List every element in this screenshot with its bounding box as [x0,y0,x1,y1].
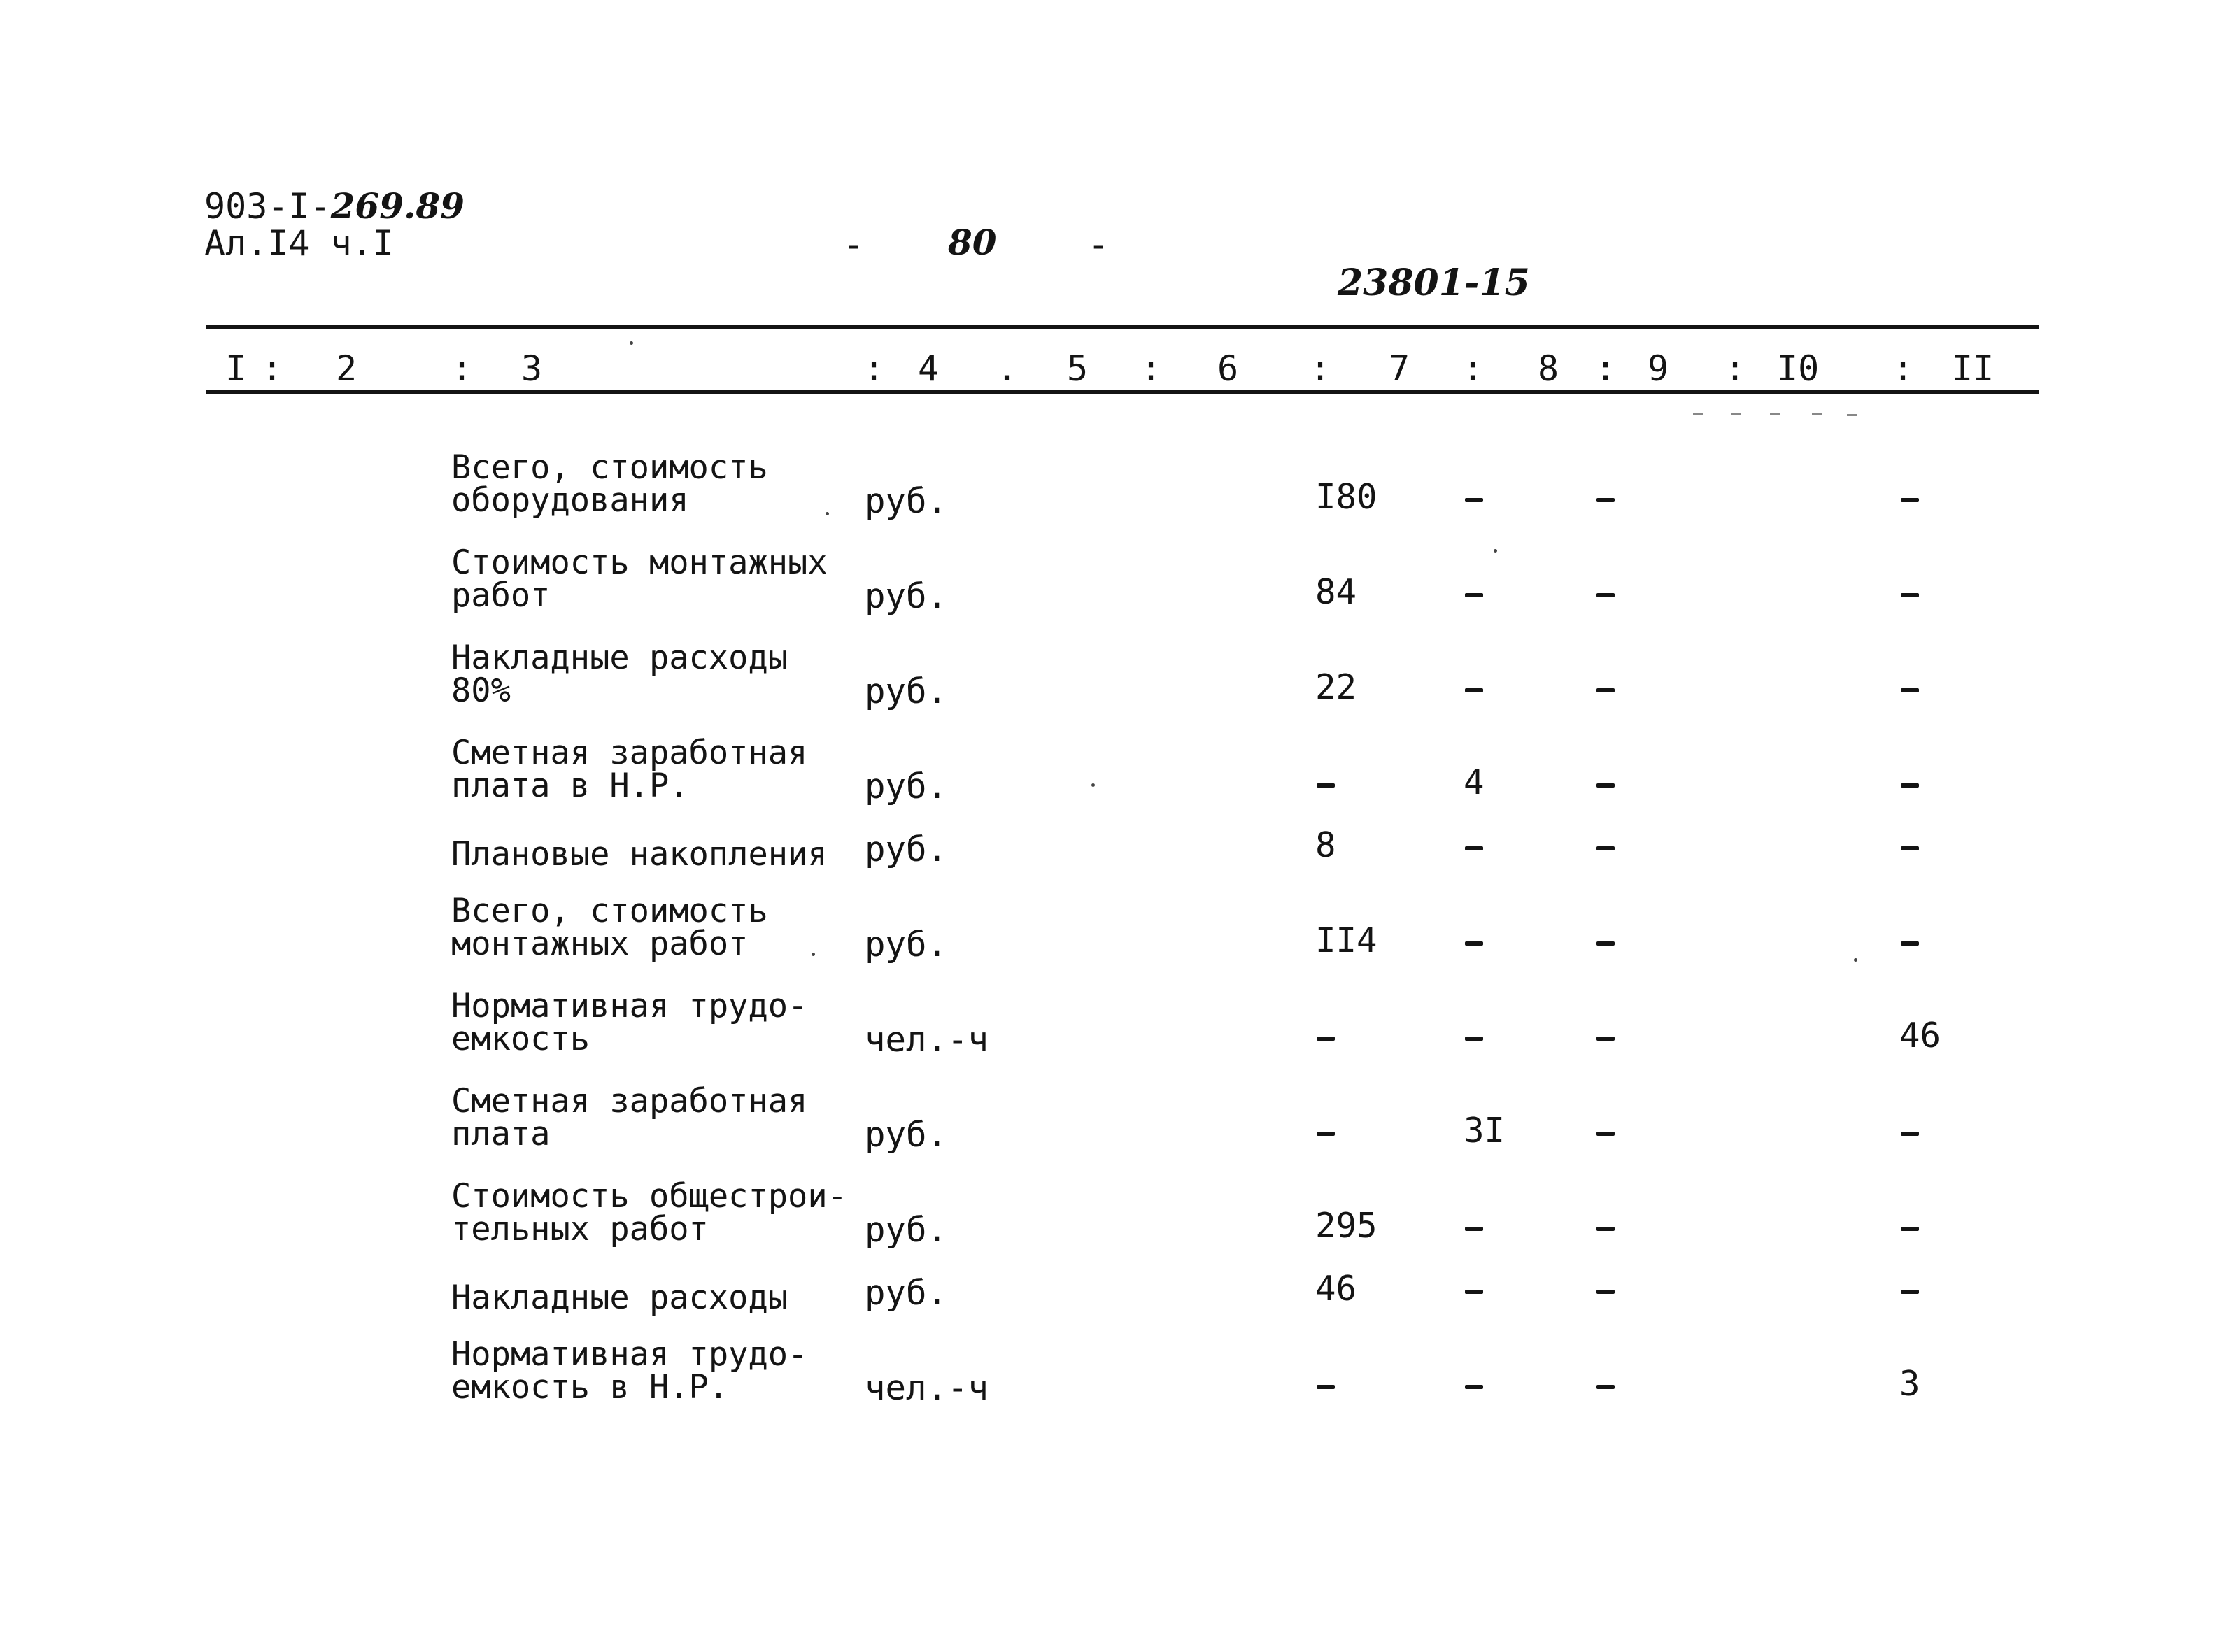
scan-speck [1091,783,1095,787]
col-label-5: 5 [1067,348,1089,389]
col-sep: : [863,348,885,389]
row-unit: руб. [865,576,948,616]
cell-dash-c9 [1596,688,1615,692]
row-description-line1: Всего, стоимость [451,448,768,487]
scan-speck [1854,958,1857,962]
cell-dash-c8 [1465,1290,1483,1294]
cell-dash-c7 [1317,783,1335,788]
page-dash-right: - [1088,225,1110,265]
table-header-bottom-rule [206,390,2039,394]
cell-dash-c11 [1901,846,1919,850]
cell-value-c7: I80 [1315,477,1377,517]
col-sep: : [1595,348,1617,389]
row-unit: руб. [865,481,948,521]
scan-mark [1693,413,1703,415]
col-label-3: 3 [521,348,543,389]
row-description-line1: Сметная заработная [451,1082,808,1120]
cell-value-c7: 295 [1315,1206,1377,1246]
cell-dash-c11 [1901,688,1919,692]
cell-value-c11: 3 [1899,1364,1920,1404]
row-unit: чел.-ч [865,1368,989,1408]
cell-value-c7: 8 [1315,825,1336,865]
inventory-number: 23801-15 [1338,262,1530,304]
row-unit: руб. [865,1210,948,1250]
col-sep: : [262,348,283,389]
row-description-line2: работ [451,576,551,615]
col-sep: : [1724,348,1746,389]
col-label-11: II [1952,348,1995,389]
cell-dash-c9 [1596,1227,1615,1231]
cell-value-c7: 84 [1315,572,1357,612]
cell-dash-c11 [1901,941,1919,946]
col-label-4: 4 [918,348,940,389]
cell-value-c7: 22 [1315,667,1357,707]
row-description-line2: плата в Н.Р. [451,767,689,805]
row-description-line1: Стоимость монтажных [451,543,828,582]
row-description-line1: Плановые накопления [451,835,828,874]
row-description-line2: монтажных работ [451,925,749,963]
col-label-1: I [225,348,247,389]
col-label-10: I0 [1777,348,1820,389]
cell-dash-c7 [1317,1132,1335,1136]
scan-speck [1494,549,1497,553]
row-unit: руб. [865,767,948,806]
cell-dash-c9 [1596,593,1615,597]
scan-speck [630,341,633,345]
row-description-line1: Сметная заработная [451,734,808,772]
col-label-2: 2 [336,348,357,389]
cell-value-c11: 46 [1899,1016,1941,1055]
document-code [204,185,465,227]
scan-mark [1847,414,1857,416]
cell-dash-c11 [1901,593,1919,597]
cell-dash-c9 [1596,783,1615,788]
row-description-line1: Накладные расходы [451,639,788,677]
row-unit: руб. [865,925,948,964]
cell-value-c8: 4 [1464,762,1485,802]
document-code-printed: 903-I- [204,186,331,227]
cell-dash-c8 [1465,1227,1483,1231]
cell-dash-c9 [1596,1037,1615,1041]
row-description-line1: Нормативная трудо- [451,987,808,1025]
col-label-8: 8 [1538,348,1559,389]
col-sep: : [1310,348,1331,389]
row-description-line2: емкость [451,1020,590,1058]
col-sep: : [1140,348,1162,389]
cell-dash-c8 [1465,498,1483,502]
cell-dash-c8 [1465,1385,1483,1389]
cell-dash-c9 [1596,498,1615,502]
page-dash-left: - [843,225,865,265]
row-unit: руб. [865,671,948,711]
cell-dash-c11 [1901,1290,1919,1294]
scan-speck [812,953,815,956]
col-label-6: 6 [1217,348,1239,389]
cell-value-c8: 3I [1464,1111,1506,1151]
row-description-line2: оборудования [451,481,689,520]
row-unit: чел.-ч [865,1020,989,1060]
col-sep: : [1892,348,1914,389]
cell-dash-c8 [1465,941,1483,946]
row-description-line1: Нормативная трудо- [451,1335,808,1374]
col-label-7: 7 [1389,348,1410,389]
cell-dash-c9 [1596,1290,1615,1294]
cell-dash-c11 [1901,783,1919,788]
cell-dash-c9 [1596,1132,1615,1136]
col-label-9: 9 [1648,348,1669,389]
cell-dash-c7 [1317,1037,1335,1041]
col-sep: . [996,348,1018,389]
page-number: 80 [948,222,997,263]
cell-dash-c9 [1596,846,1615,850]
scan-mark [1812,413,1822,415]
cell-dash-c8 [1465,688,1483,692]
row-description-line2: емкость в Н.Р. [451,1368,729,1407]
cell-dash-c8 [1465,593,1483,597]
col-sep: : [1462,348,1484,389]
row-unit: руб. [865,1115,948,1155]
row-description-line2: 80% [451,671,511,710]
table-top-rule [206,325,2039,329]
row-unit: руб. [865,1273,948,1313]
cell-dash-c9 [1596,1385,1615,1389]
scan-speck [826,512,829,515]
cell-dash-c8 [1465,1037,1483,1041]
scan-mark [1731,413,1741,415]
cell-dash-c11 [1901,498,1919,502]
scan-mark [1770,413,1780,415]
row-description-line1: Накладные расходы [451,1279,788,1317]
cell-dash-c11 [1901,1132,1919,1136]
cell-dash-c7 [1317,1385,1335,1389]
cell-dash-c11 [1901,1227,1919,1231]
album-part-label: Ал.I4 ч.I [204,223,394,264]
row-description-line2: плата [451,1115,551,1153]
cell-dash-c9 [1596,941,1615,946]
col-sep: : [451,348,473,389]
row-description-line1: Всего, стоимость [451,892,768,930]
document-code-handwritten: 269.89 [330,185,465,227]
row-unit: руб. [865,829,948,869]
row-description-line2: тельных работ [451,1210,709,1248]
cell-dash-c8 [1465,846,1483,850]
row-description-line1: Стоимость общестрои- [451,1177,847,1216]
cell-value-c7: II4 [1315,920,1377,960]
cell-value-c7: 46 [1315,1269,1357,1309]
